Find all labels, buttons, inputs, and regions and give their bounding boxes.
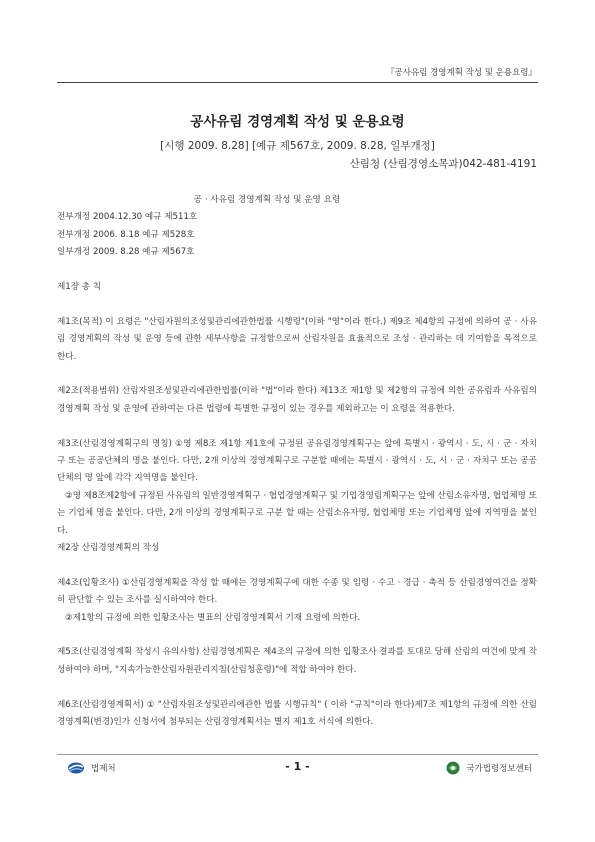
- footer-divider: [57, 754, 538, 755]
- history-line: 일부개정 2009. 8.28 예규 제567호: [57, 247, 195, 258]
- history-line: 전부개정 2004.12.30 예규 제511호: [57, 212, 198, 223]
- article-6: 제6조(산림경영계획서) ① "산림자원조성및관리에관한 법률 시행규칙" ( 이하 "규칙"이라 한다)제7조 제1항의 규정에 의한 산림경영계획(변경)인가 신청서에 첨부되는 산림경영계획서는 별지 제1호 서식에 의한다.: [57, 699, 537, 728]
- article-3-para-1: 제3조(산림경영계획구의 명칭) ①영 제8조 제1항 제1호에 규정된 공유림경영계획구는 앞에 특별시 · 광역시 · 도, 시 · 군 · 자치구 또는 공공단체의 명을 붙인다. 다만, 2개 이상의 경영계획구로 구분할 때에는 특별시 · 광역시 · 도, 시 · 군 · 자치구 또는 공공단체의 명 앞에 각각 지역명을 붙인다.: [57, 438, 537, 484]
- document-title: 공사유림 경영계획 작성 및 운용요령: [190, 114, 405, 130]
- footer-right: [446, 761, 532, 775]
- page-footer: [57, 758, 538, 780]
- article-5: 제5조(산림경영계획 작성시 유의사항) 산림경영계획은 제4조의 규정에 의한 입황조사 결과를 토대로 당해 산림의 여건에 맞게 작성하여야 하며, "지속가능한산림자원관리지침(산림청훈령)"에 적합 하여야 한다.: [57, 647, 537, 675]
- history-line: 전부개정 2006. 8.18 예규 제528호: [57, 229, 195, 240]
- article-2: 제2조(적용범위) 산림자원조성및관리에관한법률(이하 "법"이라 한다) 제13조 제1항 및 제2항의 규정에 의한 공유림과 사유림의 경영계획 작성 및 운영에 관하여는 다른 법령에 특별한 규정이 있는 경우를 제외하고는 이 요령을 적용한다.: [57, 386, 537, 414]
- chapter-heading: 제2장 산림경영계획의 작성: [57, 543, 160, 554]
- article-1: 제1조(목적) 이 요령은 "산림자원의조성및관리에관한법률 시행령"(이하 "영"이라 한다.) 제9조 제4항의 규정에 의하여 공 · 사유림 경영계획의 작성 및 운영 등에 관한 세부사항을 규정함으로써 산림자원을 효율적으로 조성 · 관리하는 데 기여함을 목적으로 한다.: [57, 316, 537, 362]
- footer-left-label: 법제처: [91, 764, 116, 774]
- article-4-para-2: ②제1항의 규정에 의한 입황조사는 별표의 산림경영계획서 기재 요령에 의한다.: [65, 612, 361, 623]
- footer-right-label: 국가법령정보센터: [466, 764, 532, 774]
- article-3-para-2: ②영 제8조제2항에 규정된 사유림의 일반경영계획구 · 협업경영계획구 및 기업경영림계획구는 앞에 산림소유자명, 협업체명 또는 기업체 명을 붙인다. 다만, 2개 이상의 경영계획구로 구분 할 때는 산림소유자명, 협업체명 또는 기업체명 앞에 지역명을 붙인다.: [57, 490, 537, 536]
- doc-heading: 공 · 사유림 경영계획 작성 및 운영 요령: [193, 195, 341, 205]
- effective-date-line: [시행 2009. 8.28] [예규 제567호, 2009. 8.28, 일부개정]: [160, 140, 435, 152]
- header-divider: [57, 82, 538, 83]
- chapter-heading: 제1장 총 칙: [57, 282, 102, 293]
- running-header: 『공사유림 경영계획 작성 및 운용요령』: [386, 68, 537, 78]
- page-number: - 1 -: [285, 760, 310, 773]
- ministry-contact: 산림청 (산림경영소목과)042-481-4191: [349, 158, 537, 170]
- article-4-para-1: 제4조(입황조사) ①산림경영계획을 작성 할 때에는 경영계획구에 대한 수종 및 임령 · 수고 · 경급 · 축적 등 산림경영여건을 정확히 판단할 수 있는 조사를 실시하여야 한다.: [57, 577, 537, 606]
- law-center-logo-icon: [446, 761, 460, 775]
- document-body: [57, 192, 537, 731]
